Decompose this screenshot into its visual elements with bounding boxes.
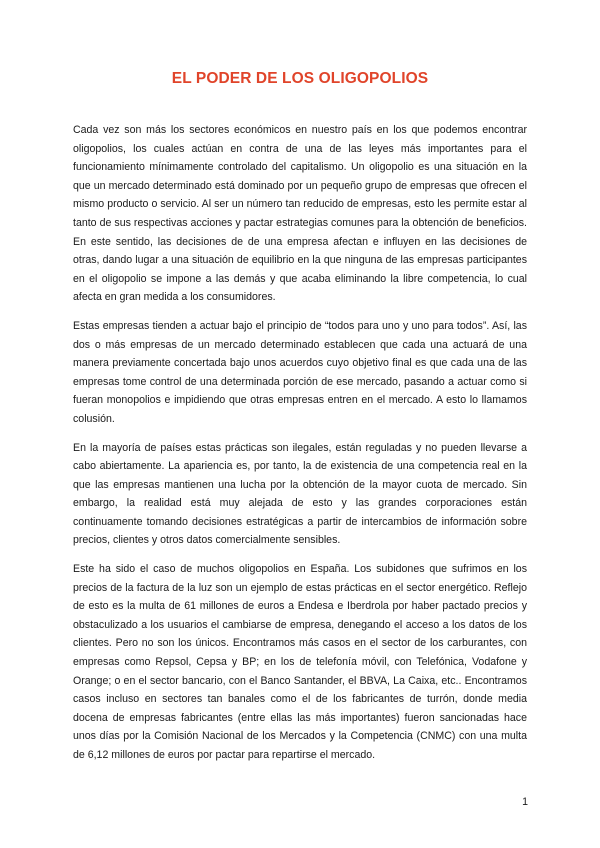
paragraph-4: Este ha sido el caso de muchos oligopolios en España. Los subidones que sufrimos en los precios de la factura de la luz son un ejemplo de estas prácticas en el sector energético. Reflejo de esto es la multa de 61 millones de euros a Endesa e Iberdrola por haber pactado precios y obstaculizado a los usuarios el cambiarse de empresa, denegando el acceso a los datos de los clientes. Pero no son los únicos. Encontramos más casos en el sector de los carburantes, con empresas como Repsol, Cepsa y BP; en los de telefonía móvil, con Telefónica, Vodafone y Orange; o en el sector bancario, con el Banco Santander, el BBVA, La Caixa, etc.. Encontramos casos incluso en sectores tan banales como el de los fabricantes de turrón, donde media docena de empresas fabricantes (entre ellas las más importantes) fueron sancionadas hace unos días por la Comisión Nacional de los Mercados y la Competencia (CNMC) con una multa de 6,12 millones de euros por pactar para repartirse el mercado. <box>73 563 527 761</box>
paragraph-1: Cada vez son más los sectores económicos en nuestro país en los que podemos encontrar oligopolios, los cuales actúan en contra de una de las leyes más importantes para el funcionamiento mínimamente controlado del capitalismo. Un oligopolio es una situación en la que un mercado determinado está dominado por un pequeño grupo de empresas que ofrecen el mismo producto o servicio. Al ser un número tan reducido de empresas, esto les permite estar al tanto de sus respectivas acciones y pactar estrategias comunes para la obtención de beneficios. En este sentido, las decisiones de de una empresa afectan e influyen en las decisiones de otras, dando lugar a una situación de equilibrio en la que ninguna de las empresas participantes en el oligopolio se impone a las demás y que acaba eliminando la libre competencia, lo cual afecta en gran medida a los consumidores. <box>73 124 527 304</box>
page-title: EL PODER DE LOS OLIGOPOLIOS <box>171 70 429 87</box>
page-number: 1 <box>522 796 528 808</box>
body-text <box>73 121 527 775</box>
paragraph-2: Estas empresas tienden a actuar bajo el principio de “todos para uno y uno para todos”. Así, las dos o más empresas de un mercado determinado establecen que cada una actuará de una manera previamente concertada bajo unos acuerdos cuyo objetivo final es que cada una de las empresas tome control de una determinada porción de ese mercado, pasando a actuar como si fueran monopolios e impidiendo que otras empresas entren en el mercado. A esto lo llamamos colusión. <box>73 319 527 425</box>
paragraph-3: En la mayoría de países estas prácticas son ilegales, están reguladas y no pueden llevarse a cabo abiertamente. La apariencia es, por tanto, la de existencia de una competencia real en la que las empresas mantienen una lucha por la obtención de la mayor cuota de mercado. Sin embargo, la realidad está muy alejada de esto y las grandes corporaciones están continuamente tomando decisiones estratégicas a partir de intercambios de información sobre precios, clientes y otros datos comercialmente sensibles. <box>73 441 527 547</box>
